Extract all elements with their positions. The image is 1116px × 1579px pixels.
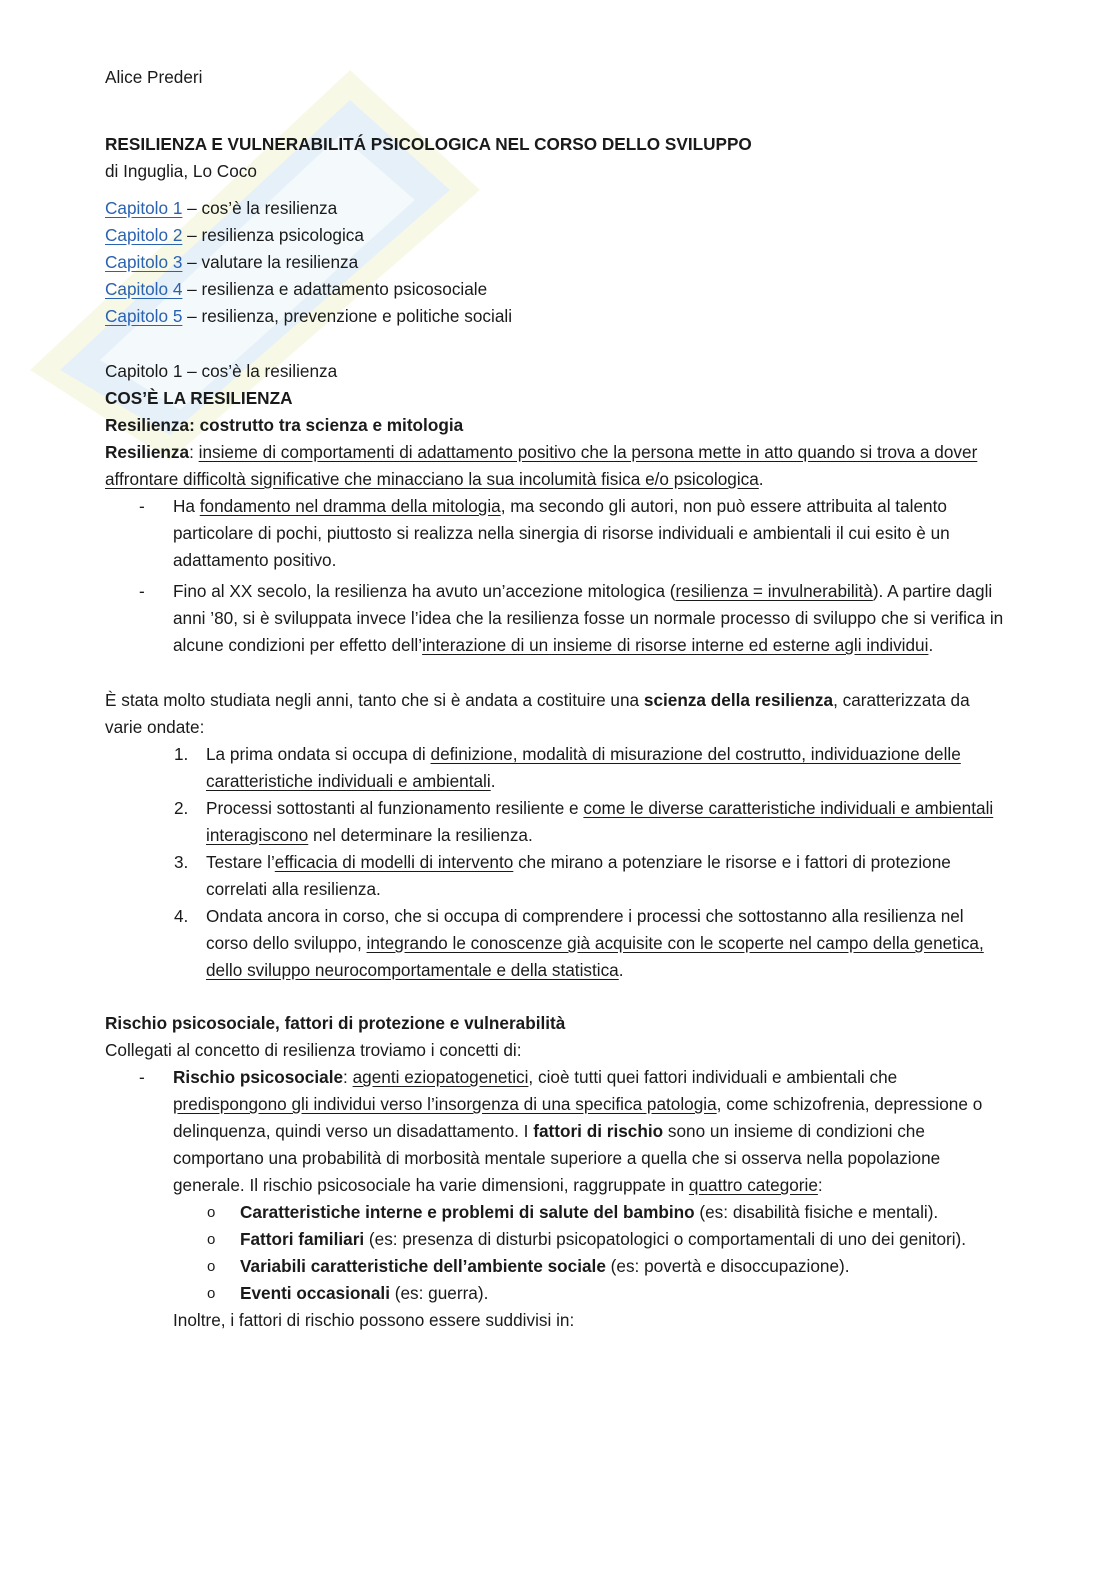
- science-paragraph: È stata molto studiata negli anni, tanto che si è andata a costituire una scienza della resilienza, caratterizzata da varie ondate:: [105, 690, 970, 737]
- toc-item: Capitolo 4 – resilienza e adattamento psicosociale: [105, 279, 488, 299]
- numbered-list: [105, 741, 1010, 984]
- list-item: - Ha fondamento nel dramma della mitologia, ma secondo gli autori, non può essere attribuita al talento particolare di pochi, piuttosto si realizza nella sinergia di risorse individuali e ambientali il cui esito è un adattamento positivo.: [139, 496, 950, 570]
- chapter-heading: COS’È LA RESILIENZA: [105, 388, 293, 408]
- dash-list: [105, 1064, 1010, 1199]
- list-item: 3. Testare l’efficacia di modelli di intervento che mirano a potenziare le risorse e i fattori di protezione correlati alla resilienza.: [174, 852, 951, 899]
- toc-link-chapter-4[interactable]: Capitolo 4: [105, 279, 183, 299]
- table-of-contents: [105, 195, 1010, 330]
- toc-link-chapter-3[interactable]: Capitolo 3: [105, 252, 183, 272]
- list-item: 2. Processi sottostanti al funzionamento resiliente e come le diverse caratteristiche individuali e ambientali interagiscono nel determinare la resilienza.: [174, 798, 994, 845]
- dash-list: [105, 493, 1010, 659]
- list-item: o Fattori familiari (es: presenza di disturbi psicopatologici o comportamentali di uno dei genitori).: [207, 1229, 967, 1249]
- category-list: [173, 1199, 1010, 1307]
- section-intro: Collegati al concetto di resilienza troviamo i concetti di:: [105, 1040, 522, 1060]
- chapter-label: Capitolo 1 – cos’è la resilienza: [105, 361, 338, 381]
- list-item: 4. Ondata ancora in corso, che si occupa di comprendere i processi che sottostanno alla resilienza nel corso dello sviluppo, integrando le conoscenze già acquisite con le scoperte nel campo della genetica, dello sviluppo neurocomportamentale e della statistica.: [174, 906, 984, 980]
- toc-item: Capitolo 1 – cos’è la resilienza: [105, 198, 338, 218]
- section-heading: Resilienza: costrutto tra scienza e mitologia: [105, 415, 464, 435]
- list-item: - Rischio psicosociale: agenti eziopatogenetici, cioè tutti quei fattori individuali e ambientali che predispongono gli individui verso l’insorgenza di una specifica patologia, come schizofrenia, depressione o delinquenza, quindi verso un disadattamento. I fattori di rischio sono un insieme di condizioni che comportano una probabilità di morbosità mentale superiore a quella che si osserva nella popolazione generale. Il rischio psicosociale ha varie dimensioni, raggruppate in quattro categorie:: [139, 1067, 983, 1195]
- list-item: o Variabili caratteristiche dell’ambiente sociale (es: povertà e disoccupazione).: [207, 1256, 850, 1276]
- document-authors: di Inguglia, Lo Coco: [105, 161, 257, 181]
- document-title: RESILIENZA E VULNERABILITÁ PSICOLOGICA NEL CORSO DELLO SVILUPPO: [105, 134, 752, 154]
- toc-item: Capitolo 2 – resilienza psicologica: [105, 225, 364, 245]
- closing-line: Inoltre, i fattori di rischio possono essere suddivisi in:: [173, 1310, 575, 1330]
- toc-link-chapter-5[interactable]: Capitolo 5: [105, 306, 183, 326]
- section-heading: Rischio psicosociale, fattori di protezione e vulnerabilità: [105, 1013, 566, 1033]
- document-page: [105, 64, 1010, 1334]
- toc-item: Capitolo 5 – resilienza, prevenzione e politiche sociali: [105, 306, 513, 326]
- list-item: - Fino al XX secolo, la resilienza ha avuto un’accezione mitologica (resilienza = invulnerabilità). A partire dagli anni ’80, si è sviluppata invece l’idea che la resilienza fosse un normale processo di sviluppo che si verifica in alcune condizioni per effetto dell’interazione di un insieme di risorse interne ed esterne agli individui.: [139, 581, 1004, 655]
- toc-item: Capitolo 3 – valutare la resilienza: [105, 252, 359, 272]
- list-item: o Caratteristiche interne e problemi di salute del bambino (es: disabilità fisiche e mentali).: [207, 1202, 939, 1222]
- definition-paragraph: Resilienza: insieme di comportamenti di adattamento positivo che la persona mette in atto quando si trova a dover affrontare difficoltà significative che minacciano la sua incolumità fisica e/o psicologica.: [105, 442, 978, 489]
- toc-link-chapter-1[interactable]: Capitolo 1: [105, 198, 183, 218]
- list-item: 1. La prima ondata si occupa di definizione, modalità di misurazione del costrutto, individuazione delle caratteristiche individuali e ambientali.: [174, 744, 961, 791]
- list-item: o Eventi occasionali (es: guerra).: [207, 1283, 489, 1303]
- author-name: Alice Prederi: [105, 67, 203, 87]
- toc-link-chapter-2[interactable]: Capitolo 2: [105, 225, 183, 245]
